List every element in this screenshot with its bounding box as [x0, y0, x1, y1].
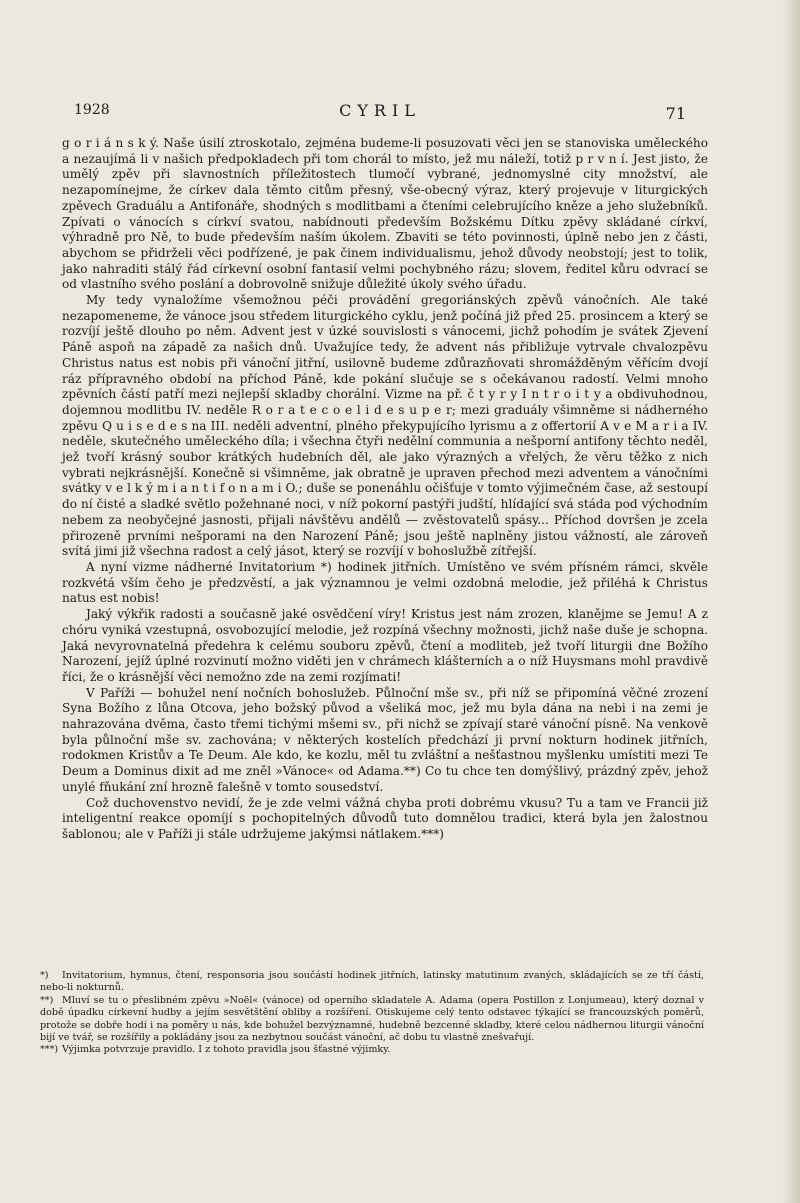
paragraph-text: My tedy vynaložíme všemožnou péči provádění gregoriánských zpěvů vánočních. Ale také nezapomeneme, že vánoce jsou středem liturgického cyklu, jenž počíná již před 25. prosincem a který se rozvíjí ještě dlouho po něm. Advent jest v úzké souvislosti s vánocemi, jichž pohodím je svátek Zjevení Páně aspoň na západě za našich dnů. Uvažujíce tedy, že advent nás přibližuje vytrvale chvalozpěvu Christus natus est nobis při vánoční jitřní, usilovně budeme zdůrazňovati shromážděným věřícím dvojí ráz přípravného období na příchod Páně, kde pokání slučuje se s očekávanou radostí. Velmi mnoho zpěvních částí patří mezi nejlepší skladby chorální. Vizme na př.: [62, 293, 708, 402]
paragraph-1: [62, 136, 708, 293]
article-body: [62, 136, 708, 843]
paragraph-text: Naše úsilí ztroskotalo, zejména budeme-li posuzovati věci jen se stanoviska uměleckého a nezaujímá li v našich předpokladech při tom chorál to místo, jež mu náleží, totiž: [62, 136, 708, 166]
footnote-mark: ***): [40, 1044, 59, 1056]
spaced-term: g o r i á n s k ý.: [62, 136, 159, 150]
footnote: [40, 995, 704, 1045]
paragraph-text: IV. neděle, skutečného uměleckého díla; i všechna čtyři nedělní communia a nešporní antifony těchto neděl, jež tvoří krásný soubor krátkých hudebních děl, ale jako výrazných a vřelých, že věru těžko z nich vybrati nejkrásnější. Konečně si všimněme, jak obratně je upraven přechod mezi adventem a vánočními svátky: [62, 418, 708, 496]
footnote-text: Mluví se tu o přeslibném zpěvu »Noël« (vánoce) od operního skladatele A. Adama (opera Postillon z Lonjumeau), který doznal v době úpadku církevní hudby a jejím sesvětštění obliby a rozšíření. Otiskujeme celý tento odstavec týkající se francouzských poměrů, protože se dobře hodí i na poměry u nás, kde bohužel bezvýznamné, hudebně bezcenné skladby, které celou nádhernou liturgii vánoční bijí ve tvář, se rozšířily a pokládány jsou za nezbytnou součást vánoční, ač dobu tu vlastně znešvařují.: [40, 994, 704, 1044]
paragraph-text: Jest jisto, že umělý zpěv při slavnostních příležitostech tlumočí vybrané, jednomyslné city množství, ale nezapomínejme, že církev dala těmto citům přesný, vše-obecný výraz, který projevuje v liturgických zpěvech Graduálu a Antifonáře, shodných s modlitbami a čteními celebrujícího kněze a jeho služebníků. Zpívati o vánocích s církví svatou, nabídnouti především Božskému Dítku zpěvy skládané církví, výhradně pro Ně, to bude především naším úkolem. Zbaviti se této povinnosti, úplně nebo jen z části, abychom se přidrželi věci podřízené, je pak činem individualismu, jehož důvody neobstojí; jest to tolik, jako nahraditi stálý řád církevní osobní fantasií velmi pochybného rázu; slovem, ředitel kůru odvrací se od vlastního svého poslání a dobrovolně snižuje důležité úkoly svého úřadu.: [62, 151, 708, 292]
spaced-term: Q u i s e d e s: [102, 418, 188, 433]
paragraph-text: na III. neděli adventní, plného překypujícího lyrismu a z offertorií: [187, 418, 601, 433]
paragraph-text: a obdivuhodnou, dojemnou modlitbu IV. neděle: [62, 387, 709, 417]
footnote-mark: **): [40, 994, 54, 1006]
spaced-term: R o r a t e c o e l i d e s u p e r: [251, 402, 452, 417]
spaced-term: v e l k ý m i a n t i f o n a m i O.: [105, 481, 299, 496]
footnote: [40, 1044, 704, 1056]
paragraph-3: A nyní vizme nádherné Invitatorium *) hodinek jitřních. Umístěno ve svém přísném rámci, skvěle rozkvétá vším čeho je předzvěstí, a jak významnou je velmi ozdobná melodie, jež přiléhá k Christus natus est nobis!: [62, 559, 708, 606]
footnote-text: Výjimka potvrzuje pravidlo. I z tohoto pravidla jsou šťastné výjimky.: [62, 1044, 391, 1056]
page-number: 71: [665, 104, 686, 123]
footnote: [40, 970, 704, 995]
spaced-term: p r v n í.: [575, 151, 629, 166]
spaced-term: č t y r y I n t r o i t y: [467, 387, 601, 402]
paragraph-2: [62, 293, 708, 560]
header-year: 1928: [74, 102, 110, 118]
paragraph-text: ; duše se ponenáhlu očišťuje v tomto výjimečném čase, až sestoupí do ní čisté a sladké světlo požehnané noci, v níž pokorní pastýři judští, hlídající svá stáda pod východním nebem za neobyčejné jasnosti, přijali návštěvu andělů — zvěstovatelů spásy... Příchod dovršen je zcela přirozeně prvními nešporami na den Narození Páně; jsou ještě naplněny jistou vážností, ale zároveň svítá jimi již všechna radost a celý jásot, který se rozvíjí v bohoslužbě zítřejší.: [62, 481, 708, 559]
running-header: [72, 98, 688, 128]
paragraph-4: Jaký výkřik radosti a současně jaké osvědčení víry! Kristus jest nám zrozen, klanějme se Jemu! A z chóru vyniká vzestupná, osvobozující melodie, jež rozpíná všechny možnosti, jichž naše duše je schopna. Jaká nevyrovnatelná předehra k celému souboru zpěvů, čtení a modliteb, jež tvoří liturgii dne Božího Narození, jejíž úplné rozvinutí možno viděti jen v chrámech klášterních a o níž Huysmans mohl pravdivě říci, že o krásnější věci nemožno zde na zemi rozjímati!: [62, 607, 708, 684]
footnotes: [40, 970, 704, 1057]
spaced-term: A v e M a r i a: [600, 418, 689, 433]
paragraph-6: Což duchovenstvo nevidí, že je zde velmi vážná chyba proti dobrému vkusu? Tu a tam ve Francii již inteligentní reakce opomíjí s pochopitelných důvodů tuto domnělou tradici, která byla jen žalostnou šablonou; ale v Paříži ji stále udržujeme jakýmsi nátlakem.***): [62, 795, 708, 841]
footnote-mark: *): [40, 970, 49, 981]
paragraph-5: V Paříži — bohužel není nočních bohoslužeb. Půlnoční mše sv., při níž se připomíná věčné zrození Syna Božího z lůna Otcova, jeho božský původ a všeliká moc, jež mu byla dána na nebi i na zemi je nahrazována dvěma, často třemi tichými mšemi sv., při nichž se zpívají staré vánoční písně. Na venkově byla půlnoční mše sv. zachována; v některých kostelích předchází ji první nokturn hodinek jitřních, rodokmen Kristův a Te Deum. Ale kdo, ke kozlu, měl tu zvláštní a nešťastnou myšlenku umístiti mezi Te Deum a Dominus dixit ad me zněl »Vánoce« od Adama.**) Co tu chce ten domýšlivý, prázdný zpěv, jehož unylé fňukání zní hrozně falešně v tomto sousedství.: [62, 685, 708, 794]
page-edge-shadow: [782, 0, 800, 1203]
paragraph-text: ; mezi graduály všimněme si nádherného zpěvu: [62, 402, 708, 433]
journal-title: CYRIL: [339, 101, 421, 120]
footnote-text: Invitatorium, hymnus, čtení, responsoria jsou součástí hodinek jitřních, latinsky matutinum zvaných, skládajících se ze tří částí, nebo-li nokturnů.: [40, 970, 704, 994]
